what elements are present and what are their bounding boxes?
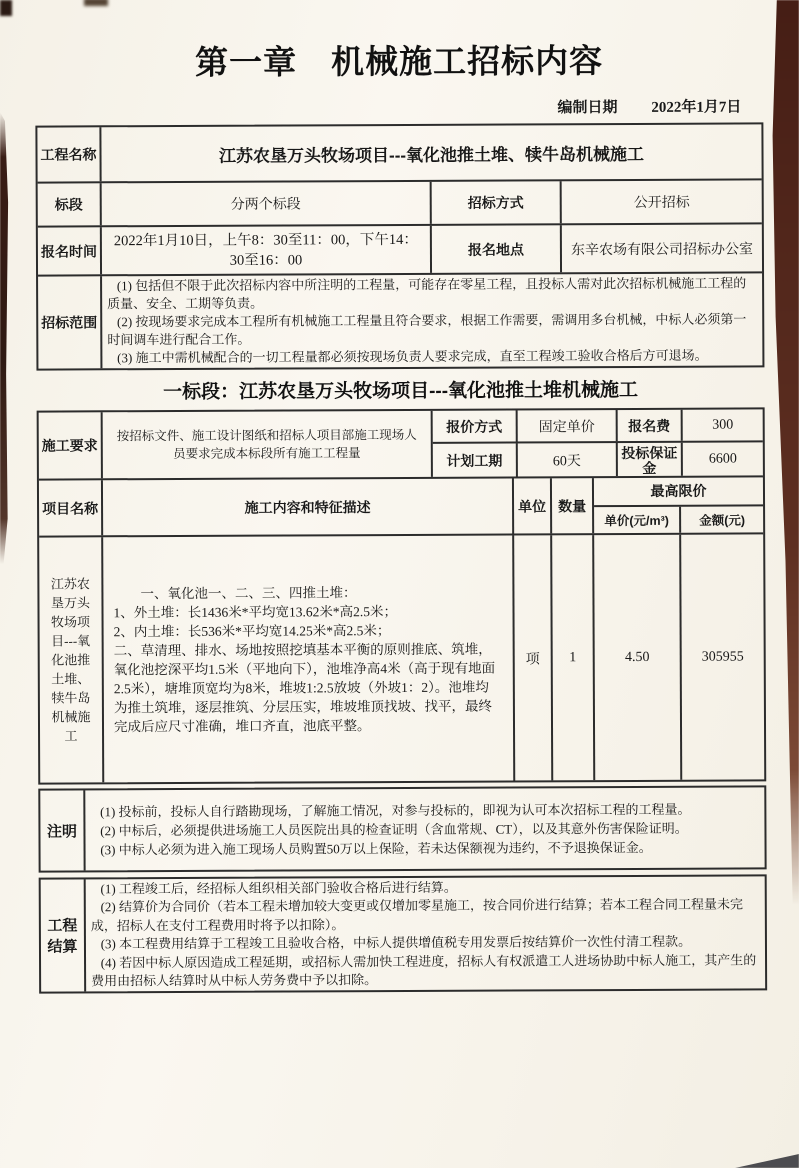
item-desc-value: [103, 536, 515, 783]
scope-content: [102, 273, 762, 368]
scan-edge-left: [0, 112, 9, 564]
plan-period-value: 60天: [518, 443, 618, 476]
table-header-row: [39, 477, 763, 537]
section-label: 标段: [38, 183, 102, 225]
table-row: [41, 876, 765, 991]
settlement-table: [39, 874, 767, 993]
project-info-table: [35, 122, 764, 370]
col-unit: 单位: [514, 478, 552, 533]
construction-req-label: 施工要求: [39, 412, 103, 478]
project-name-value: 江苏农垦万头牧场项目---氧化池推土堆、犊牛岛机械施工: [218, 144, 645, 166]
table-row: [37, 124, 761, 183]
col-max-price: 最高限价: [594, 477, 763, 506]
col-desc: 施工内容和特征描述: [103, 479, 514, 536]
notes-content: [85, 787, 764, 870]
text-line: (3) 施工中需机械配合的一切工程量都必须按现场负责人要求完成，直至工程竣工验收合格后方可退场。: [117, 347, 708, 366]
text-line: 二、草清理、排水、场地按照挖填基本平衡的原则推底、筑堆，氧化池挖深平均1.5米（平地向下），池堆净高4米（高于现有地面2.5米），塘堆顶宽均为8米，堆坡1:2.5放坡（外坡1：2）。池堆均为推土筑堆，逐层推筑、分层压实，堆坡堆顶找坡、找平，最终完成后应尺寸准确，堆口齐直，池底平整。: [113, 641, 496, 734]
text-line: (2) 结算价为合同价（若本工程未增加较大变更或仅增加零星施工，按合同价进行结算；若本工程合同工程量未完成，招标人在支付工程费用时将予以扣除）。: [90, 896, 743, 933]
quote-method-label: 报价方式: [433, 410, 518, 441]
item-qty-value: 1: [552, 535, 595, 780]
table-row: [38, 224, 762, 276]
scope-label: 招标范围: [38, 276, 102, 368]
chapter-name: 机械施工招标内容: [331, 44, 604, 82]
text-line: (2) 中标后，必须提供进场施工人员医院出具的检查证明（含血常规、CT），以及其意外伤害保险证明。: [100, 820, 688, 838]
text-line: (3) 中标人必须为进入施工现场人员购置50万以上保险，若未达保额视为违约，不予退换保证金。: [100, 839, 652, 857]
compile-date-label: 编制日期: [557, 100, 618, 117]
compile-date-value: 2022年1月7日: [651, 99, 742, 116]
col-unit-price: 单价(元/m³): [594, 506, 681, 533]
bid-item-row: [39, 534, 764, 782]
text-line: (1) 工程竣工后，经招标人组织相关部门验收合格后进行结算。: [100, 879, 457, 896]
table-row: [38, 273, 762, 368]
signup-place-label: 报名地点: [432, 225, 562, 273]
table-subrow: [433, 442, 763, 476]
chapter-number: 第一章: [195, 45, 298, 82]
table-row: [39, 409, 763, 480]
signup-fee-value: 300: [712, 417, 734, 433]
item-unit-value: 项: [514, 535, 553, 780]
bid-method-value: 公开招标: [633, 195, 690, 211]
text-line: (4) 若因中标人原因造成工程延期，或招标人需加快工程进度，招标人有权派遣工人进场协助中标人施工，其产生的费用由招标人结算时从中标人劳务费中予以扣除。: [91, 951, 757, 989]
scan-smudge-top: [84, 0, 108, 6]
quote-fee-block: [433, 409, 763, 476]
bid-method-label: 招标方式: [432, 181, 562, 224]
text-line: (3) 本工程费用结算于工程竣工且验收合格，中标人提供增值税专用发票后按结算价一次性付清工程款。: [100, 933, 692, 952]
document: [35, 34, 767, 993]
signup-place-value: 东辛农场有限公司招标办公室: [570, 241, 753, 258]
text-line: (2) 按现场要求完成本工程所有机械施工工程量且符合要求，根据工作需要，需调用多台机械，中标人必须第一时间调车进行配合工作。: [107, 311, 747, 348]
bid-bond-value: 6600: [708, 451, 737, 467]
table-row: [38, 180, 762, 227]
notes-label: 注明: [40, 790, 85, 870]
text-line: 一、氧化池一、二、三、四推土堆：: [140, 584, 357, 601]
text-line: 1、外土堆：长1436米*平均宽13.62米*高2.5米；: [113, 603, 398, 620]
scan-corner-top-left: [0, 0, 12, 16]
signup-time-label: 报名时间: [38, 227, 102, 274]
project-name-label: 工程名称: [37, 127, 101, 181]
col-amount: 金额(元): [699, 513, 746, 528]
notes-table: [38, 785, 766, 872]
page-title: [35, 34, 763, 84]
section-heading: 一标段：江苏农垦万头牧场项目---氧化池推土堆机械施工: [163, 379, 639, 404]
col-item-name: 项目名称: [39, 480, 103, 535]
settlement-label: 工程结算: [41, 879, 86, 991]
text-line: 2、内土堆：长536米*平均宽14.25米*高2.5米；: [113, 622, 391, 639]
compile-date-line: [35, 95, 763, 119]
section-value: 分两个标段: [102, 182, 432, 225]
scan-edge-right: [769, 0, 799, 905]
bid-detail-table: [37, 407, 767, 784]
item-unit-price-value: 4.50: [594, 535, 682, 780]
signup-fee-label: 报名费: [618, 410, 683, 441]
signup-time-value: 2022年1月10日，上午8：30至11：00，下午14：30至16：00: [102, 226, 432, 274]
item-amount-value: 305955: [701, 649, 744, 665]
item-name-value: 江苏农垦万头牧场项目---氧化池推土堆、犊牛岛机械施工: [39, 537, 104, 782]
bid-bond-label: 投标保证金: [618, 443, 683, 476]
table-row: [40, 787, 764, 870]
text-line: (1) 包括但不限于此次招标内容中所注明的工程量，可能存在零星工程，且投标人需对此次招标机械施工工程的质量、安全、工期等负责。: [107, 275, 747, 312]
col-qty: 数量: [552, 478, 594, 533]
construction-req-value: 按招标文件、施工设计图纸和招标人项目部施工现场人员要求完成本标段所有施工工程量: [103, 411, 433, 478]
settlement-content: [86, 876, 765, 991]
max-price-subheader: [594, 506, 763, 533]
plan-period-label: 计划工期: [433, 443, 518, 476]
max-price-header: [594, 477, 763, 533]
table-subrow: [433, 409, 763, 443]
quote-method-value: 固定单价: [518, 410, 618, 441]
text-line: (1) 投标前，投标人自行踏勘现场，了解施工情况，对参与投标的，即视为认可本次招标工程的工程量。: [100, 801, 691, 819]
scan-corner-bottom-right: [735, 1151, 799, 1168]
